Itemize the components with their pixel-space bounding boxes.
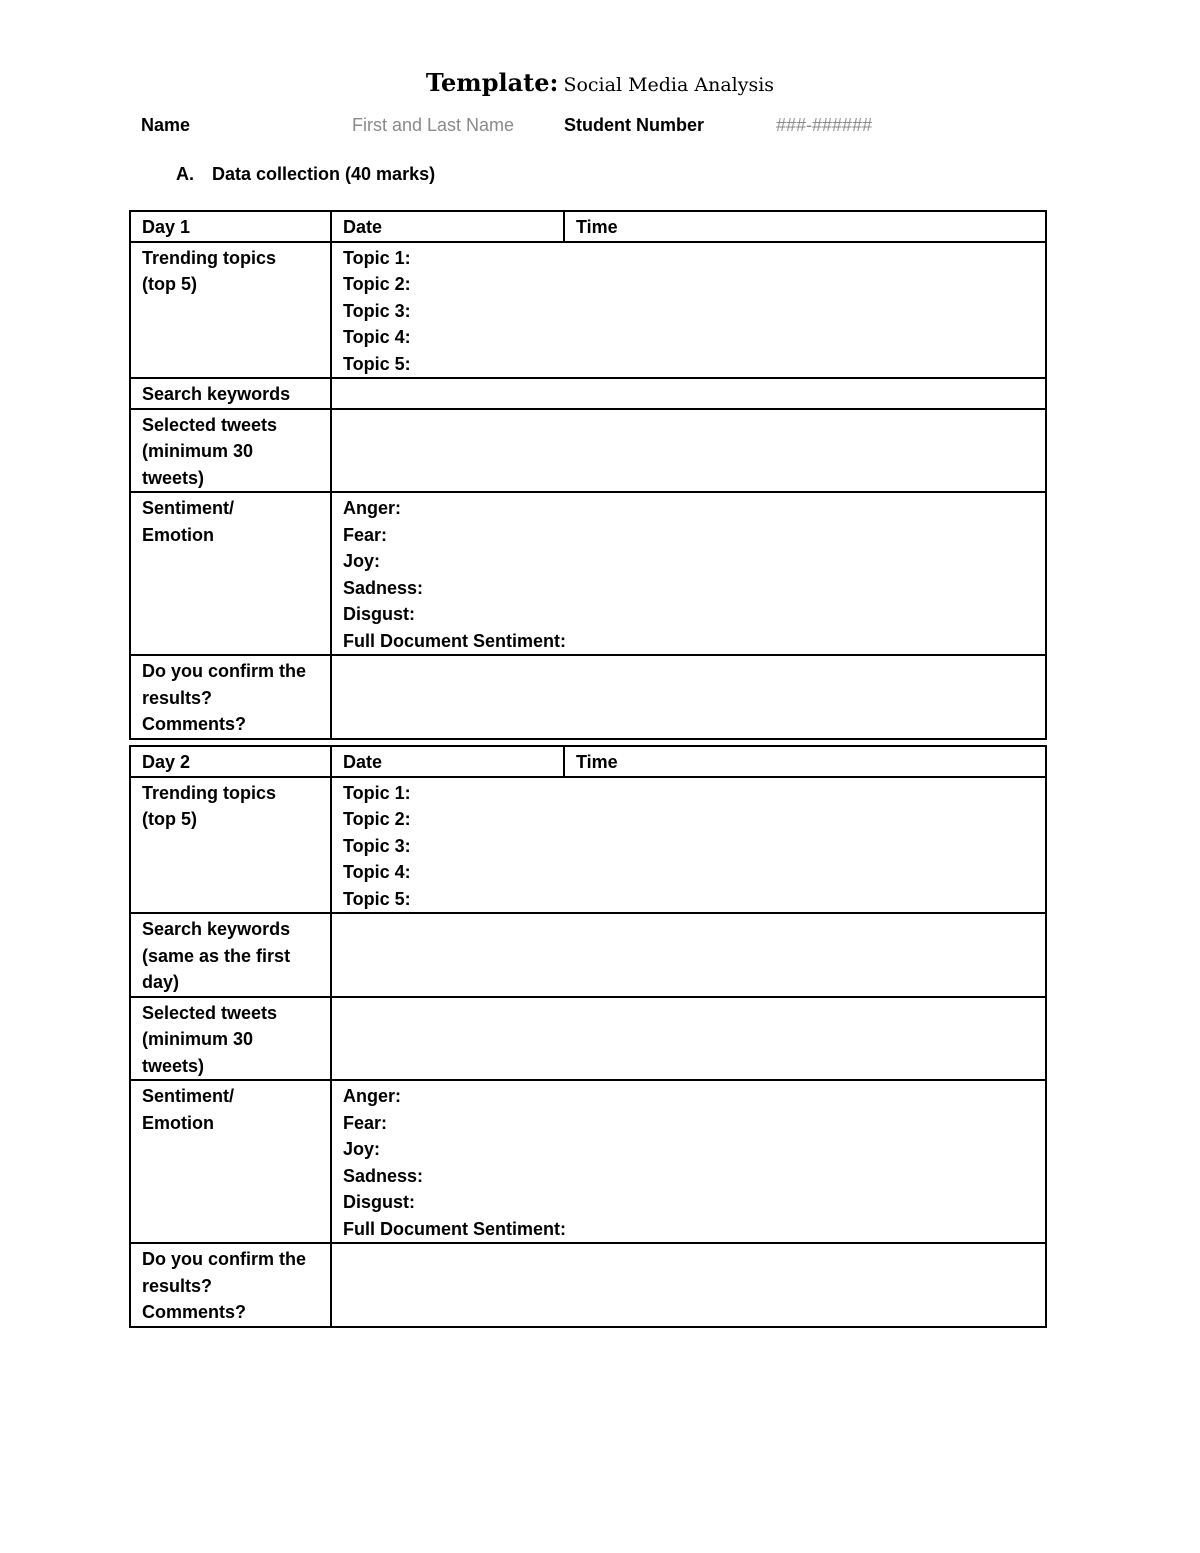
label-line: (top 5) — [142, 809, 197, 829]
confirm-results-label — [130, 1243, 331, 1327]
student-number-label: Student Number — [564, 115, 705, 135]
name-field[interactable]: First and Last Name — [352, 115, 515, 135]
label-line: Search keywords — [142, 384, 291, 404]
topic-line: Topic 5: — [343, 888, 411, 909]
title-text: Social Media Analysis — [563, 74, 775, 96]
label-line: Sentiment/ — [142, 1086, 235, 1106]
trending-topics-label — [130, 242, 331, 379]
label-line: Do you confirm the — [142, 1249, 307, 1269]
time-cell[interactable]: Time — [564, 211, 1046, 242]
topic-line: Topic 1: — [343, 782, 411, 803]
topic-line: Topic 3: — [343, 835, 411, 856]
emotion-line: Fear: — [343, 524, 388, 545]
table-row — [130, 997, 1046, 1081]
trending-topics-cell[interactable] — [331, 242, 1046, 379]
confirm-results-cell[interactable] — [331, 1243, 1046, 1327]
table-row — [130, 378, 1046, 409]
label-line: Trending topics — [142, 782, 277, 803]
title-prefix: Template: — [425, 68, 559, 97]
day-1-table — [129, 210, 1047, 740]
selected-tweets-cell[interactable] — [331, 997, 1046, 1081]
search-keywords-cell[interactable] — [331, 378, 1046, 409]
name-label: Name — [141, 115, 191, 135]
label-line: Search keywords — [142, 919, 291, 939]
emotion-line: Anger: — [343, 1086, 401, 1106]
selected-tweets-cell[interactable] — [331, 409, 1046, 493]
table-row — [130, 746, 1046, 777]
table-row — [130, 913, 1046, 997]
table-row — [130, 409, 1046, 493]
label-line: Do you confirm the — [142, 661, 307, 681]
emotion-line: Full Document Sentiment: — [343, 1218, 567, 1239]
topic-line: Topic 4: — [343, 327, 411, 347]
topic-line: Topic 5: — [343, 353, 411, 374]
table-row — [130, 1080, 1046, 1243]
table-row — [130, 777, 1046, 914]
section-number: A. — [176, 164, 194, 184]
label-line: Sentiment/ — [142, 498, 235, 518]
emotion-line: Joy: — [343, 551, 381, 571]
label-line: (minimum 30 — [142, 1029, 254, 1049]
sentiment-label — [130, 492, 331, 655]
emotion-line: Full Document Sentiment: — [343, 630, 567, 651]
label-line: Emotion — [142, 524, 214, 545]
day-2-table — [129, 745, 1047, 1328]
emotion-line: Anger: — [343, 498, 401, 518]
confirm-results-cell[interactable] — [331, 655, 1046, 739]
table-row — [130, 1243, 1046, 1327]
confirm-results-label — [130, 655, 331, 739]
table-row — [130, 655, 1046, 739]
label-line: Selected tweets — [142, 414, 278, 435]
day-label: Day 1 — [130, 211, 331, 242]
label-line: tweets) — [142, 467, 205, 488]
topic-line: Topic 2: — [343, 274, 411, 294]
topic-line: Topic 3: — [343, 300, 411, 321]
trending-topics-cell[interactable] — [331, 777, 1046, 914]
emotion-line: Fear: — [343, 1112, 388, 1133]
label-line: Comments? — [142, 714, 247, 734]
emotion-line: Joy: — [343, 1139, 381, 1159]
label-line: (same as the first — [142, 945, 291, 966]
label-line: results? — [142, 1275, 213, 1296]
table-row — [130, 242, 1046, 379]
label-line: results? — [142, 687, 213, 708]
label-line: (minimum 30 — [142, 441, 254, 461]
time-cell[interactable]: Time — [564, 746, 1046, 777]
table-row — [130, 492, 1046, 655]
sentiment-label — [130, 1080, 331, 1243]
label-line: Trending topics — [142, 247, 277, 268]
label-line: (top 5) — [142, 274, 197, 294]
topic-line: Topic 2: — [343, 809, 411, 829]
label-line: Emotion — [142, 1112, 214, 1133]
topic-line: Topic 1: — [343, 247, 411, 268]
selected-tweets-label — [130, 409, 331, 493]
search-keywords-cell[interactable] — [331, 913, 1046, 997]
emotion-line: Disgust: — [343, 1192, 415, 1212]
search-keywords-label — [130, 913, 331, 997]
label-line: tweets) — [142, 1055, 205, 1076]
table-row — [130, 211, 1046, 242]
section-heading — [176, 164, 435, 185]
search-keywords-label — [130, 378, 331, 409]
section-title: Data collection (40 marks) — [212, 164, 436, 184]
day-label: Day 2 — [130, 746, 331, 777]
topic-line: Topic 4: — [343, 862, 411, 882]
trending-topics-label — [130, 777, 331, 914]
date-cell[interactable]: Date — [331, 211, 564, 242]
student-number-field[interactable]: ###-###### — [776, 115, 873, 135]
label-line: day) — [142, 972, 180, 992]
label-line: Comments? — [142, 1302, 247, 1322]
emotion-line: Sadness: — [343, 1165, 424, 1186]
emotion-line: Disgust: — [343, 604, 415, 624]
date-cell[interactable]: Date — [331, 746, 564, 777]
selected-tweets-label — [130, 997, 331, 1081]
emotion-line: Sadness: — [343, 577, 424, 598]
sentiment-cell[interactable] — [331, 1080, 1046, 1243]
sentiment-cell[interactable] — [331, 492, 1046, 655]
label-line: Selected tweets — [142, 1002, 278, 1023]
page-title — [0, 68, 1200, 97]
